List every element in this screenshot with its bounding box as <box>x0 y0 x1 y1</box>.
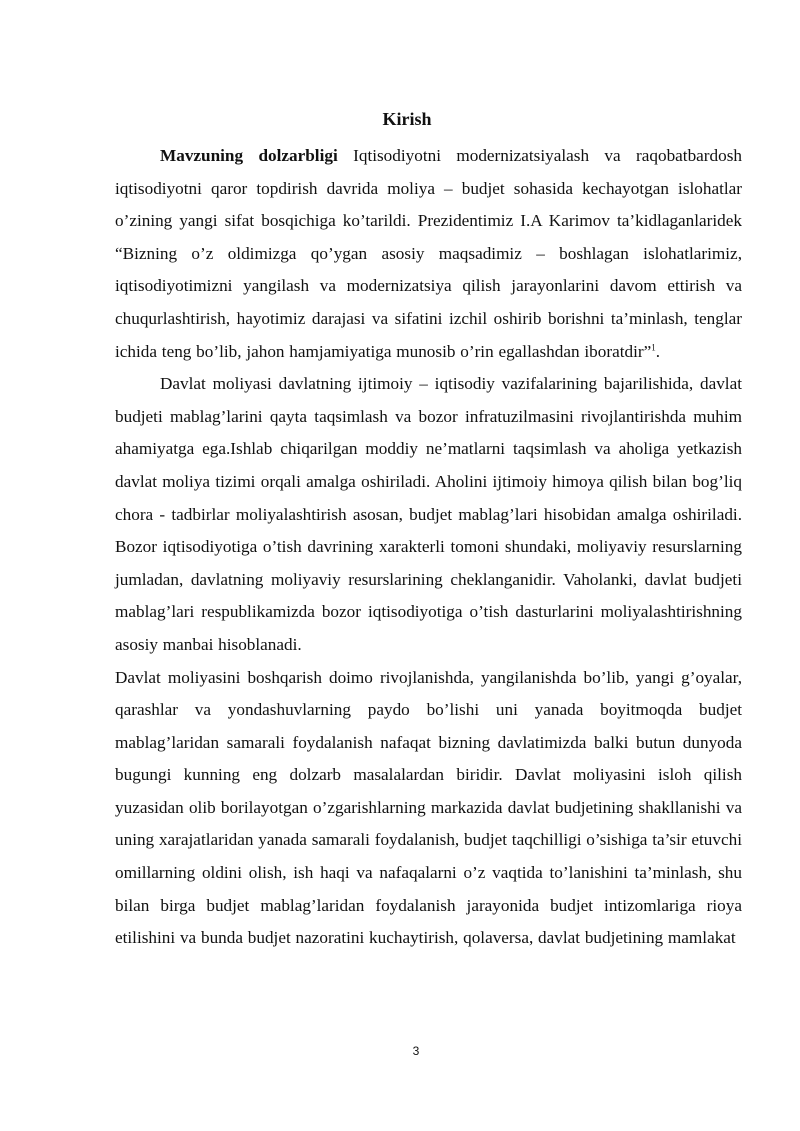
paragraph-1-tail: . <box>655 341 660 361</box>
footnote-mark[interactable]: 1 <box>651 341 656 352</box>
paragraph-1 <box>115 140 742 368</box>
paragraph-3: Davlat moliyasini boshqarish doimo rivojlanishda, yangilanishda bo’lib, yangi g’oyalar, qarashlar va yondashuvlarning paydo bo’lishi uni yanada boyitmoqda budjet mablag’laridan samarali foydalanish nafaqat bizning davlatimizda balki butun dunyoda bugungi kunning eng dolzarb masalalardan biridir. Davlat moliyasini isloh qilish yuzasidan olib borilayotgan o’zgarishlarning markazida davlat budjetining shakllanishi va uning xarajatlaridan yanada samarali foydalanish, budjet taqchilligi o’sishiga ta’sir etuvchi omillarning oldini olish, ish haqi va nafaqalarni o’z vaqtida to’lanishini ta’minlash, shu bilan birga budjet mablag’laridan foydalanish jarayonida budjet intizomlariga rioya etilishini va bunda budjet nazoratini kuchaytirish, qolaversa, davlat budjetining mamlakat <box>115 667 742 948</box>
paragraph-1-text: Iqtisodiyotni modernizatsiyalash va raqobatbardosh iqtisodiyotni qaror topdirish davrida moliya – budjet sohasida kechayotgan islohatlar o’zining yangi sifat bosqichiga ko’tarildi. Prezidentimiz I.A Karimov ta’kidlaganlaridek “Bizning o’z oldimizga qo’ygan asosiy maqsadimiz – boshlagan islohatlarimiz, iqtisodiyotimizni yangilash va modernizatsiya qilish jarayonlarini davom ettirish va chuqurlashtirish, hayotimiz darajasi va sifatini izchil oshirib borishni ta’minlash, tenglar ichida teng bo’lib, jahon hamjamiyatiga munosib o’rin egallashdan iboratdir” <box>115 146 742 361</box>
page-number: 3 <box>412 1044 420 1058</box>
section-heading: Kirish <box>382 109 432 129</box>
body-text <box>115 140 742 955</box>
paragraph-1-lead: Mavzuning dolzarbligi <box>160 146 338 165</box>
paragraph-2: Davlat moliyasi davlatning ijtimoiy – iqtisodiy vazifalarining bajarilishida, davlat budjeti mablag’larini qayta taqsimlash va bozor infratuzilmasini rivojlantirishda muhim ahamiyatga ega.Ishlab chiqarilgan moddiy ne’matlarni taqsimlash va aholiga yetkazish davlat moliya tizimi orqali amalga oshiriladi. Aholini ijtimoiy himoya qilish bilan bog’liq chora - tadbirlar moliyalashtirish asosan, budjet mablag’lari hisobidan amalga oshiriladi. Bozor iqtisodiyotiga o’tish davrining xarakterli tomoni shundaki, moliyaviy resurslarning jumladan, davlatning moliyaviy resurslarining cheklanganidir. Vaholanki, davlat budjeti mablag’lari respublikamizda bozor iqtisodiyotiga o’tish dasturlarini moliyalashtirishning asosiy manbai hisoblanadi. <box>115 374 742 654</box>
